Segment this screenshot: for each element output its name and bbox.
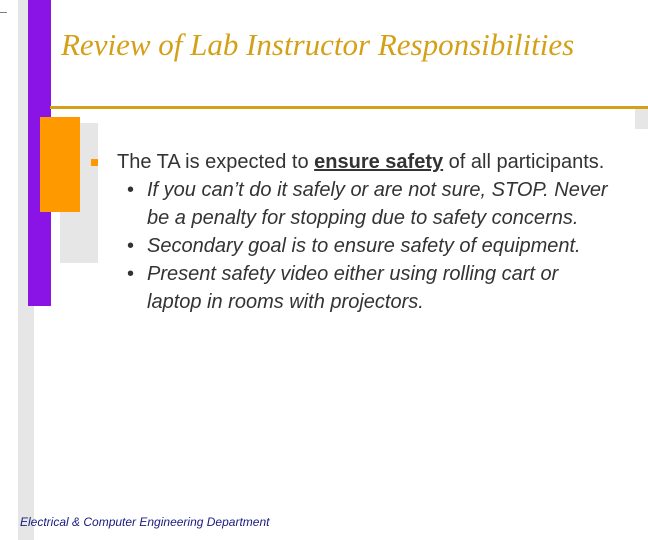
orange-accent-block [40, 117, 80, 212]
square-bullet-icon [91, 159, 98, 166]
sub-bullet-item [117, 176, 617, 232]
corner-tick-mark [0, 12, 7, 13]
slide-body [117, 148, 617, 316]
sub-bullet-text: If you can’t do it safely or are not sure, STOP. Never be a penalty for stopping due to safety concerns. [147, 179, 608, 229]
main-bullet-emphasis: ensure safety [314, 151, 444, 173]
main-bullet-suffix: of all participants. [443, 151, 605, 173]
bullet-dot-icon: • [127, 263, 135, 285]
slide-title: Review of Lab Instructor Responsibilities [61, 27, 575, 62]
gray-rule-end-block [635, 109, 648, 129]
sub-bullet-list [117, 176, 617, 316]
main-bullet-text [117, 148, 617, 176]
sub-bullet-text: Secondary goal is to ensure safety of equipment. [147, 235, 581, 257]
bullet-dot-icon: • [127, 235, 135, 257]
bullet-dot-icon: • [127, 179, 135, 201]
title-underline-rule [50, 106, 648, 109]
sub-bullet-text: Present safety video either using rolling cart or laptop in rooms with projectors. [147, 263, 559, 313]
slide-footer: Electrical & Computer Engineering Department [20, 515, 270, 529]
main-bullet-prefix: The TA is expected to [117, 151, 315, 173]
sub-bullet-item [117, 260, 617, 316]
sub-bullet-item [117, 232, 617, 260]
